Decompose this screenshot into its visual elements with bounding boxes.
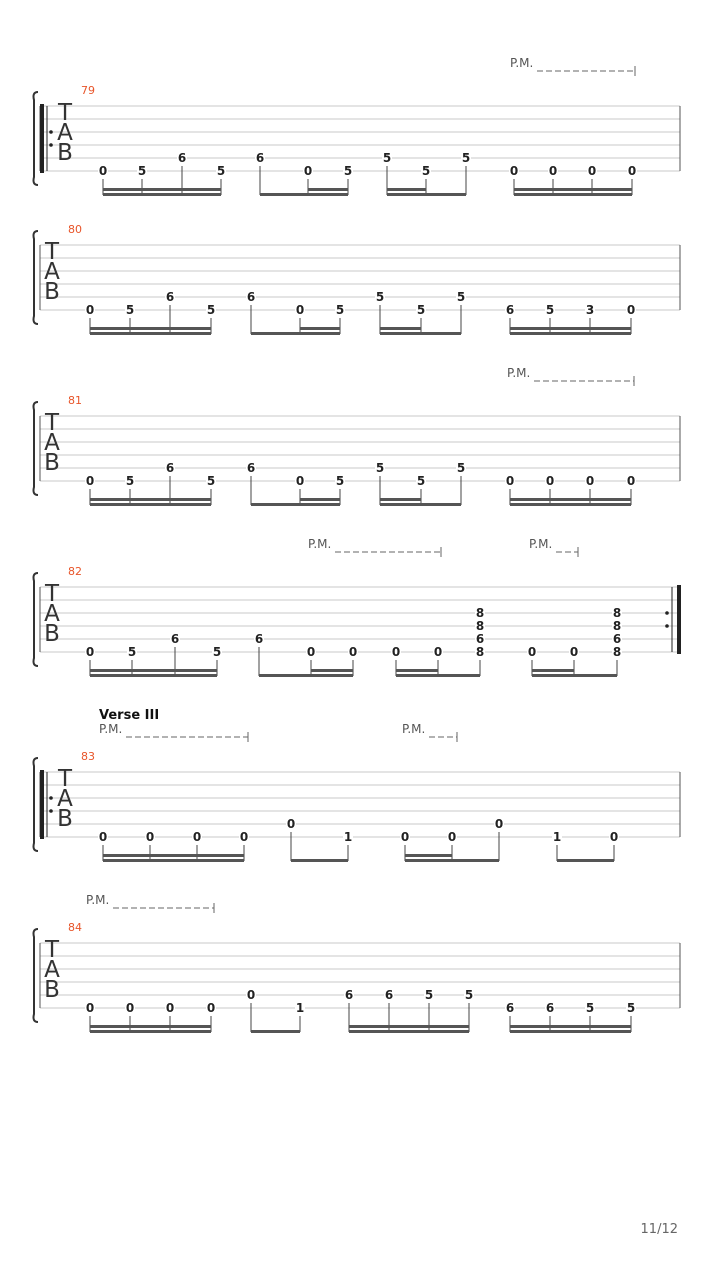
fret-number: 6 [384, 988, 394, 1002]
palm-mute-label: P.M. [507, 366, 531, 380]
fret-number: 6 [165, 290, 175, 304]
note-beam [90, 1025, 211, 1028]
fret-number: 5 [464, 988, 474, 1002]
fret-number: 5 [127, 645, 137, 659]
fret-number: 3 [585, 303, 595, 317]
system-brace [34, 573, 39, 666]
fret-number: 5 [456, 290, 466, 304]
note-beam [260, 193, 348, 196]
repeat-dot [665, 624, 669, 628]
repeat-start-thick-bar [40, 104, 44, 173]
fret-number: 6 [612, 632, 622, 646]
note-beam [90, 674, 217, 677]
fret-number: 5 [335, 303, 345, 317]
system-84 [34, 893, 681, 1033]
note-beam [349, 1030, 469, 1033]
fret-number: 5 [416, 303, 426, 317]
bar-number: 82 [68, 565, 82, 578]
fret-number: 6 [505, 1001, 515, 1015]
system-brace [34, 758, 39, 851]
note-beam [90, 498, 211, 501]
bar-number: 80 [68, 223, 82, 236]
fret-number: 0 [400, 830, 410, 844]
tab-clef-letter: B [44, 621, 60, 647]
note-beam [103, 193, 221, 196]
system-brace [34, 231, 39, 324]
system-79 [34, 56, 681, 196]
tab-clef-letter: T [44, 239, 60, 265]
fret-number: 0 [206, 1001, 216, 1015]
system-83 [34, 708, 681, 862]
fret-number: 0 [585, 474, 595, 488]
fret-number: 0 [569, 645, 579, 659]
fret-number: 5 [335, 474, 345, 488]
fret-number: 6 [246, 461, 256, 475]
fret-number: 0 [125, 1001, 135, 1015]
tab-clef-letter: T [57, 100, 73, 126]
fret-number: 8 [612, 645, 622, 659]
fret-number: 1 [295, 1001, 305, 1015]
fret-number: 0 [246, 988, 256, 1002]
fret-number: 0 [295, 474, 305, 488]
bar-number: 81 [68, 394, 82, 407]
note-beam [90, 1030, 211, 1033]
system-81 [34, 366, 681, 506]
fret-number: 5 [416, 474, 426, 488]
repeat-dot [49, 143, 53, 147]
fret-number: 6 [177, 151, 187, 165]
repeat-dot [49, 130, 53, 134]
fret-number: 0 [85, 1001, 95, 1015]
note-beam [557, 859, 614, 862]
fret-number: 6 [475, 632, 485, 646]
fret-number: 6 [505, 303, 515, 317]
tab-clef-letter: A [44, 957, 60, 983]
note-beam [510, 327, 631, 330]
repeat-end-thick-bar [677, 585, 681, 654]
fret-number: 5 [125, 474, 135, 488]
fret-number: 0 [85, 645, 95, 659]
fret-number: 0 [165, 1001, 175, 1015]
note-beam [387, 193, 466, 196]
fret-number: 0 [609, 830, 619, 844]
tab-clef-letter: B [44, 977, 60, 1003]
tab-clef-letter: A [44, 601, 60, 627]
fret-number: 1 [343, 830, 353, 844]
note-beam [251, 503, 340, 506]
fret-number: 0 [545, 474, 555, 488]
system-brace [34, 929, 39, 1022]
fret-number: 6 [255, 151, 265, 165]
fret-number: 0 [587, 164, 597, 178]
fret-number: 6 [165, 461, 175, 475]
fret-number: 6 [246, 290, 256, 304]
note-beam [291, 859, 348, 862]
fret-number: 5 [206, 474, 216, 488]
fret-number: 8 [475, 619, 485, 633]
fret-number: 0 [348, 645, 358, 659]
fret-number: 5 [382, 151, 392, 165]
tab-clef-letter: A [44, 259, 60, 285]
fret-number: 6 [170, 632, 180, 646]
fret-number: 5 [343, 164, 353, 178]
note-beam [514, 188, 632, 191]
fret-number: 5 [375, 461, 385, 475]
fret-number: 0 [433, 645, 443, 659]
fret-number: 0 [286, 817, 296, 831]
note-beam [300, 498, 340, 501]
system-82 [34, 537, 682, 677]
note-beam [349, 1025, 469, 1028]
bar-number: 84 [68, 921, 82, 934]
palm-mute-label: P.M. [402, 722, 426, 736]
note-beam [510, 1025, 631, 1028]
note-beam [514, 193, 632, 196]
palm-mute-label: P.M. [510, 56, 534, 70]
fret-number: 0 [627, 164, 637, 178]
repeat-dot [665, 611, 669, 615]
tab-clef-letter: T [44, 581, 60, 607]
section-title: Verse III [99, 708, 160, 723]
note-beam [311, 669, 353, 672]
note-beam [90, 503, 211, 506]
fret-number: 0 [192, 830, 202, 844]
fret-number: 6 [545, 1001, 555, 1015]
fret-number: 5 [585, 1001, 595, 1015]
fret-number: 5 [125, 303, 135, 317]
fret-number: 5 [375, 290, 385, 304]
palm-mute-label: P.M. [308, 537, 332, 551]
fret-number: 8 [475, 606, 485, 620]
tab-clef-letter: B [44, 450, 60, 476]
tab-clef-letter: A [44, 430, 60, 456]
fret-number: 0 [494, 817, 504, 831]
note-beam [510, 503, 631, 506]
note-beam [532, 674, 617, 677]
fret-number: 0 [98, 164, 108, 178]
note-beam [380, 503, 461, 506]
fret-number: 6 [254, 632, 264, 646]
fret-number: 8 [475, 645, 485, 659]
fret-number: 5 [545, 303, 555, 317]
fret-number: 0 [85, 474, 95, 488]
note-beam [251, 1030, 300, 1033]
note-beam [510, 498, 631, 501]
tab-clef-letter: B [57, 806, 73, 832]
note-beam [510, 1030, 631, 1033]
note-beam [380, 327, 421, 330]
fret-number: 5 [456, 461, 466, 475]
fret-number: 0 [145, 830, 155, 844]
fret-number: 0 [527, 645, 537, 659]
fret-number: 0 [505, 474, 515, 488]
tab-clef-letter: T [44, 937, 60, 963]
note-beam [396, 674, 480, 677]
fret-number: 8 [612, 619, 622, 633]
note-beam [300, 327, 340, 330]
note-beam [380, 332, 461, 335]
system-brace [34, 402, 39, 495]
note-beam [510, 332, 631, 335]
fret-number: 5 [137, 164, 147, 178]
fret-number: 1 [552, 830, 562, 844]
fret-number: 5 [216, 164, 226, 178]
note-beam [103, 859, 244, 862]
fret-number: 5 [626, 1001, 636, 1015]
note-beam [532, 669, 574, 672]
tab-clef-letter: A [57, 120, 73, 146]
tab-clef-letter: T [57, 766, 73, 792]
note-beam [103, 188, 221, 191]
fret-number: 5 [461, 151, 471, 165]
note-beam [387, 188, 426, 191]
fret-number: 0 [306, 645, 316, 659]
fret-number: 0 [626, 303, 636, 317]
bar-number: 79 [81, 84, 95, 97]
fret-number: 0 [98, 830, 108, 844]
note-beam [380, 498, 421, 501]
fret-number: 5 [421, 164, 431, 178]
fret-number: 5 [424, 988, 434, 1002]
fret-number: 0 [391, 645, 401, 659]
note-beam [90, 669, 217, 672]
note-beam [308, 188, 348, 191]
note-beam [259, 674, 353, 677]
tab-clef-letter: T [44, 410, 60, 436]
bar-number: 83 [81, 750, 95, 763]
page-number: 11/12 [640, 1222, 678, 1237]
fret-number: 0 [509, 164, 519, 178]
fret-number: 8 [612, 606, 622, 620]
repeat-dot [49, 809, 53, 813]
fret-number: 0 [447, 830, 457, 844]
note-beam [90, 332, 211, 335]
note-beam [405, 859, 499, 862]
fret-number: 0 [85, 303, 95, 317]
system-brace [34, 92, 39, 185]
tab-clef-letter: B [44, 279, 60, 305]
fret-number: 0 [626, 474, 636, 488]
palm-mute-label: P.M. [99, 722, 123, 736]
note-beam [90, 327, 211, 330]
fret-number: 6 [344, 988, 354, 1002]
repeat-dot [49, 796, 53, 800]
note-beam [405, 854, 452, 857]
palm-mute-label: P.M. [86, 893, 110, 907]
fret-number: 0 [239, 830, 249, 844]
fret-number: 0 [295, 303, 305, 317]
fret-number: 0 [303, 164, 313, 178]
note-beam [396, 669, 438, 672]
fret-number: 5 [206, 303, 216, 317]
system-80 [34, 223, 681, 335]
fret-number: 0 [548, 164, 558, 178]
note-beam [103, 854, 244, 857]
repeat-start-thick-bar [40, 770, 44, 839]
fret-number: 5 [212, 645, 222, 659]
palm-mute-label: P.M. [529, 537, 553, 551]
note-beam [251, 332, 340, 335]
tab-clef-letter: B [57, 140, 73, 166]
tab-clef-letter: A [57, 786, 73, 812]
